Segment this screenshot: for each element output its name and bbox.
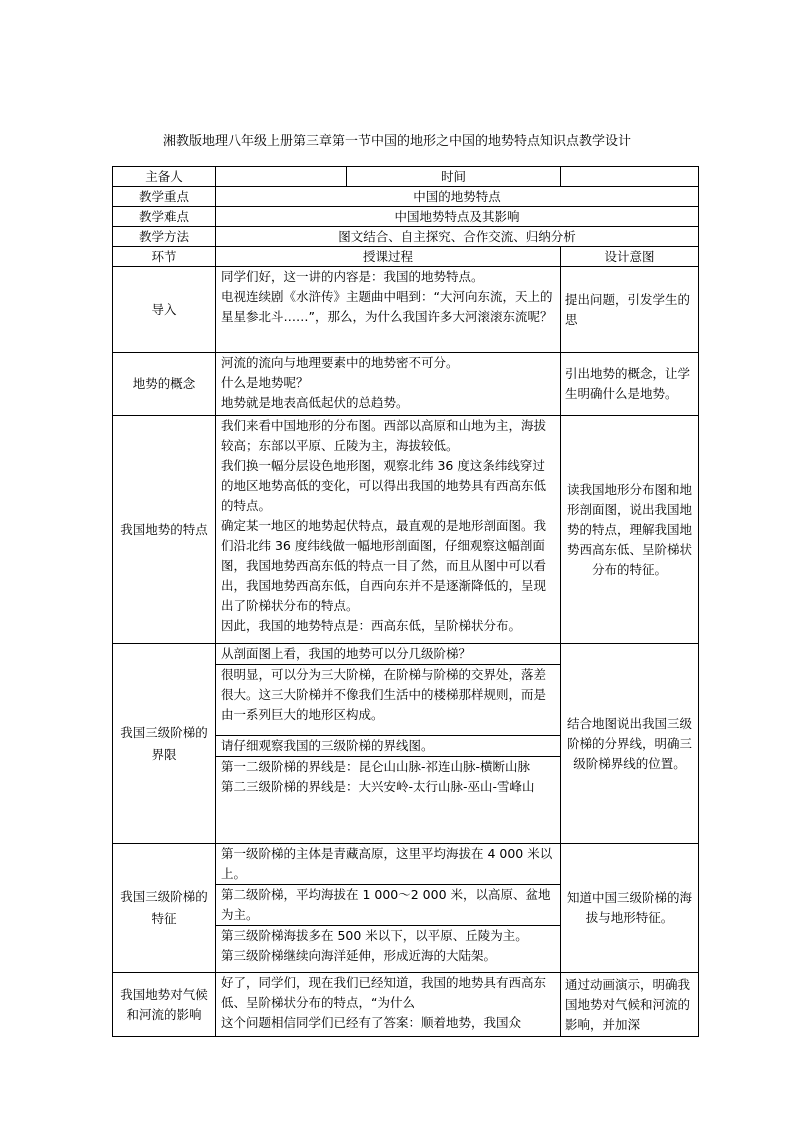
features-paragraph: 我们换一幅分层设色地形图，观察北纬 36 度这条纬线穿过的地区地势高低的变化，可以得出我国的地势具有西高东低的特点。 [221, 458, 547, 513]
step-3-line: 第三级阶梯海拔多在 500 米以下，以平原、丘陵为主。 [221, 928, 528, 943]
col-intent-header: 设计意图 [561, 247, 699, 267]
boundaries-process [216, 644, 561, 844]
col-process-header: 授课过程 [216, 247, 561, 267]
intro-row [113, 267, 699, 353]
step-2-description: 第二级阶梯，平均海拔在 1 000～2 000 米，以高原、盆地为主。 [216, 884, 560, 925]
impact-label: 我国地势对气候和河流的影响 [113, 973, 216, 1037]
features-paragraph: 确定某一地区的地势起伏特点，最直观的是地形剖面图。我们沿北纬 36 度纬线做一幅地形剖面图，仔细观察这幅剖面图，我国地势西高东低的特点一目了然，而且从图中可以看出，我国地势西高东低，自西向东并不是逐渐降低的，呈现出了阶梯状分布的特点。 [221, 518, 547, 613]
features-paragraph: 我们来看中国地形的分布图。西部以高原和山地为主，海拔较高；东部以平原、丘陵为主，海拔较低。 [221, 418, 547, 453]
step-3-line: 第三级阶梯继续向海洋延伸，形成近海的大陆架。 [221, 948, 497, 963]
method-row [113, 227, 699, 247]
concept-intent: 引出地势的概念，让学生明确什么是地势。 [561, 353, 699, 416]
method-label: 教学方法 [113, 227, 216, 247]
features-paragraph: 因此，我国的地势特点是：西高东低，呈阶梯状分布。 [221, 618, 522, 633]
preparer-row [113, 167, 699, 187]
steps-label: 我国三级阶梯的特征 [113, 844, 216, 973]
step-1-description: 第一级阶梯的主体是青藏高原，这里平均海拔在 4 000 米以上。 [221, 846, 553, 881]
boundaries-explanation: 很明显，可以分为三大阶梯，在阶梯与阶梯的交界处，落差很大。这三大阶梯并不像我们生活中的楼梯那样规则，而是由一系列巨大的地形区构成。 [216, 664, 560, 735]
time-value [561, 167, 699, 187]
concept-process [216, 353, 561, 416]
boundary-line-2-3: 第二三级阶梯的界线是：大兴安岭-太行山脉-巫山-雪峰山 [221, 779, 535, 794]
concept-label: 地势的概念 [113, 353, 216, 416]
intro-label: 导入 [113, 267, 216, 353]
key-point-value: 中国的地势特点 [216, 187, 699, 207]
concept-paragraph: 河流的流向与地理要素中的地势密不可分。 [221, 355, 459, 370]
boundaries-lines [216, 756, 560, 797]
intro-process [216, 267, 561, 353]
lesson-plan-table [112, 166, 699, 1037]
intro-intent: 提出问题，引发学生的思 [561, 267, 699, 353]
impact-paragraph: 这个问题相信同学们已经有了答案：顺着地势，我国众 [221, 1015, 522, 1030]
features-process [216, 416, 561, 644]
boundaries-instruction: 请仔细观察我国的三级阶梯的界线图。 [216, 735, 560, 756]
boundaries-label: 我国三级阶梯的界限 [113, 644, 216, 844]
column-header-row [113, 247, 699, 267]
steps-intent: 知道中国三级阶梯的海拔与地形特征。 [561, 844, 699, 973]
difficulty-row [113, 207, 699, 227]
impact-intent: 通过动画演示，明确我国地势对气候和河流的影响，并加深 [561, 973, 699, 1037]
boundaries-question: 从剖面图上看，我国的地势可以分几级阶梯？ [221, 646, 472, 661]
key-point-label: 教学重点 [113, 187, 216, 207]
concept-paragraph: 地势就是地表高低起伏的总趋势。 [221, 395, 409, 410]
boundaries-row [113, 644, 699, 844]
method-value: 图文结合、自主探究、合作交流、归纳分析 [216, 227, 699, 247]
intro-paragraph: 电视连续剧《水浒传》主题曲中唱到：“大河向东流，天上的星星参北斗……”，那么，为什么我国许多大河滚滚东流呢？ [221, 289, 553, 324]
features-intent: 读我国地形分布图和地形剖面图，说出我国地势的特点，理解我国地势西高东低、呈阶梯状分布的特征。 [561, 416, 699, 644]
features-label: 我国地势的特点 [113, 416, 216, 644]
difficulty-value: 中国地势特点及其影响 [216, 207, 699, 227]
boundaries-intent: 结合地图说出我国三级阶梯的分界线，明确三级阶梯界线的位置。 [561, 644, 699, 844]
col-section-header: 环节 [113, 247, 216, 267]
concept-paragraph: 什么是地势呢？ [221, 375, 309, 390]
document-title: 湘教版地理八年级上册第三章第一节中国的地形之中国的地势特点知识点教学设计 [162, 134, 631, 149]
step-3-description [216, 925, 560, 966]
intro-paragraph: 同学们好，这一讲的内容是：我国的地势特点。 [221, 269, 484, 284]
impact-row [113, 973, 699, 1037]
preparer-value [216, 167, 347, 187]
key-point-row [113, 187, 699, 207]
steps-process [216, 844, 561, 973]
concept-row [113, 353, 699, 416]
impact-paragraph: 好了，同学们，现在我们已经知道，我国的地势具有西高东低、呈阶梯状分布的特点，“为什么 [221, 975, 547, 1010]
boundary-line-1-2: 第一二级阶梯的界线是：昆仑山山脉-祁连山脉-横断山脉 [221, 759, 531, 774]
difficulty-label: 教学难点 [113, 207, 216, 227]
preparer-label: 主备人 [113, 167, 216, 187]
time-label: 时间 [347, 167, 561, 187]
features-row [113, 416, 699, 644]
steps-row [113, 844, 699, 973]
impact-process [216, 973, 561, 1037]
